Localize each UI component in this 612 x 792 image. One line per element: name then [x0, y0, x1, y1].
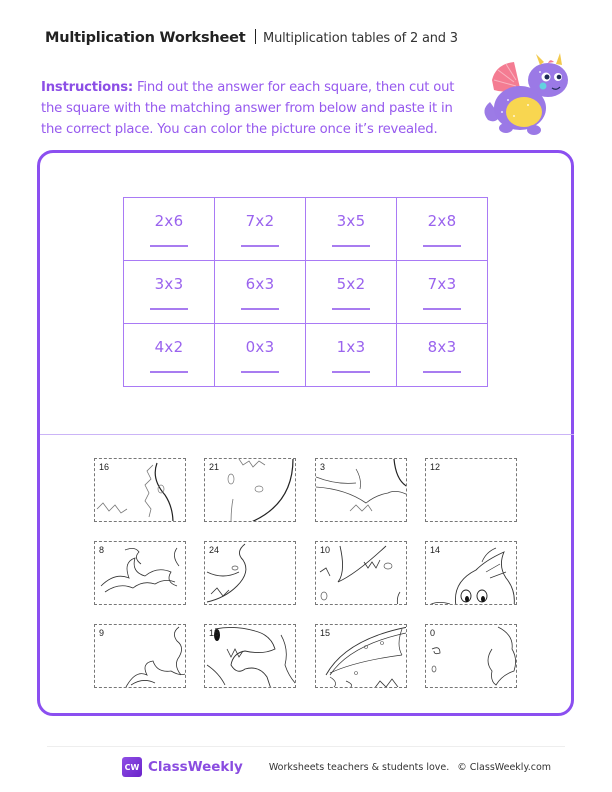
problem-expression: 2x6 — [154, 212, 184, 230]
problem-cell — [215, 261, 306, 324]
problem-row — [124, 198, 488, 261]
problem-expression: 8x3 — [427, 338, 457, 356]
problem-cell — [397, 324, 488, 387]
section-divider — [40, 434, 574, 435]
answer-blank[interactable] — [332, 308, 370, 310]
card-number: 18 — [209, 628, 220, 638]
card-number: 12 — [430, 462, 441, 472]
brand-name: ClassWeekly — [148, 759, 243, 775]
problem-cell — [306, 261, 397, 324]
instructions — [41, 77, 461, 140]
answer-blank[interactable] — [332, 245, 370, 247]
problem-row — [124, 261, 488, 324]
cutout-card[interactable] — [204, 541, 296, 605]
card-number: 9 — [99, 628, 105, 638]
worksheet-header — [45, 27, 458, 46]
answer-blank[interactable] — [150, 371, 188, 373]
card-number: 14 — [430, 545, 441, 555]
answer-blank[interactable] — [423, 371, 461, 373]
answer-blank[interactable] — [150, 308, 188, 310]
cutout-card[interactable] — [315, 624, 407, 688]
cutout-card[interactable] — [94, 458, 186, 522]
cutout-card[interactable] — [425, 458, 517, 522]
title-separator — [255, 29, 257, 44]
problem-grid — [123, 197, 488, 387]
classweekly-logo-icon: CW — [122, 757, 142, 777]
answer-blank[interactable] — [332, 371, 370, 373]
worksheet-title: Multiplication Worksheet — [45, 30, 246, 46]
problem-expression: 0x3 — [245, 338, 275, 356]
problem-cell — [124, 198, 215, 261]
footer-copyright: © ClassWeekly.com — [457, 761, 552, 773]
card-number: 8 — [99, 545, 105, 555]
problem-expression: 6x3 — [245, 275, 275, 293]
answer-blank[interactable] — [150, 245, 188, 247]
problem-expression: 4x2 — [154, 338, 184, 356]
problem-expression: 7x2 — [245, 212, 275, 230]
card-number: 0 — [430, 628, 436, 638]
problem-cell — [397, 261, 488, 324]
worksheet-subtitle: Multiplication tables of 2 and 3 — [263, 31, 458, 46]
answer-blank[interactable] — [241, 308, 279, 310]
card-number: 24 — [209, 545, 220, 555]
problem-cell — [124, 261, 215, 324]
dragon-mascot-icon — [478, 50, 578, 140]
problem-expression: 3x5 — [336, 212, 366, 230]
cutout-card[interactable] — [315, 541, 407, 605]
cutout-card[interactable] — [94, 624, 186, 688]
problem-cell — [306, 198, 397, 261]
fire-flames-drawing-icon — [95, 542, 186, 605]
cutout-card[interactable] — [425, 541, 517, 605]
dragon-foot-drawing-icon — [95, 625, 186, 688]
answer-blank[interactable] — [423, 308, 461, 310]
cutout-card[interactable] — [204, 458, 296, 522]
problem-cell — [215, 324, 306, 387]
dragon-claw-drawing-icon — [316, 459, 407, 522]
card-number: 15 — [320, 628, 331, 638]
answer-blank[interactable] — [241, 245, 279, 247]
cutout-card[interactable] — [425, 624, 517, 688]
problem-expression: 2x8 — [427, 212, 457, 230]
problem-cell — [397, 198, 488, 261]
cutout-card[interactable] — [315, 458, 407, 522]
card-number: 21 — [209, 462, 220, 472]
problem-cell — [215, 198, 306, 261]
problem-expression: 3x3 — [154, 275, 184, 293]
answer-blank[interactable] — [241, 371, 279, 373]
problem-cell — [124, 324, 215, 387]
card-number: 3 — [320, 462, 326, 472]
instructions-label: Instructions: — [41, 80, 133, 95]
cutout-card[interactable] — [94, 541, 186, 605]
instructions-text: Find out the answer for each square, then cut out the square with the matching answer from below and paste it in the correct place. You can color the picture once it’s revealed. — [41, 80, 455, 137]
footer-tagline: Worksheets teachers & students love. — [268, 761, 450, 773]
problem-expression: 7x3 — [427, 275, 457, 293]
problem-cell — [306, 324, 397, 387]
card-number: 16 — [99, 462, 110, 472]
footer — [122, 757, 551, 777]
problem-row — [124, 324, 488, 387]
footer-divider — [47, 746, 565, 747]
problem-expression: 5x2 — [336, 275, 366, 293]
answer-blank[interactable] — [423, 245, 461, 247]
cutout-card[interactable] — [204, 624, 296, 688]
card-number: 10 — [320, 545, 331, 555]
dragon-leg-drawing-icon — [426, 625, 517, 688]
problem-expression: 1x3 — [336, 338, 366, 356]
